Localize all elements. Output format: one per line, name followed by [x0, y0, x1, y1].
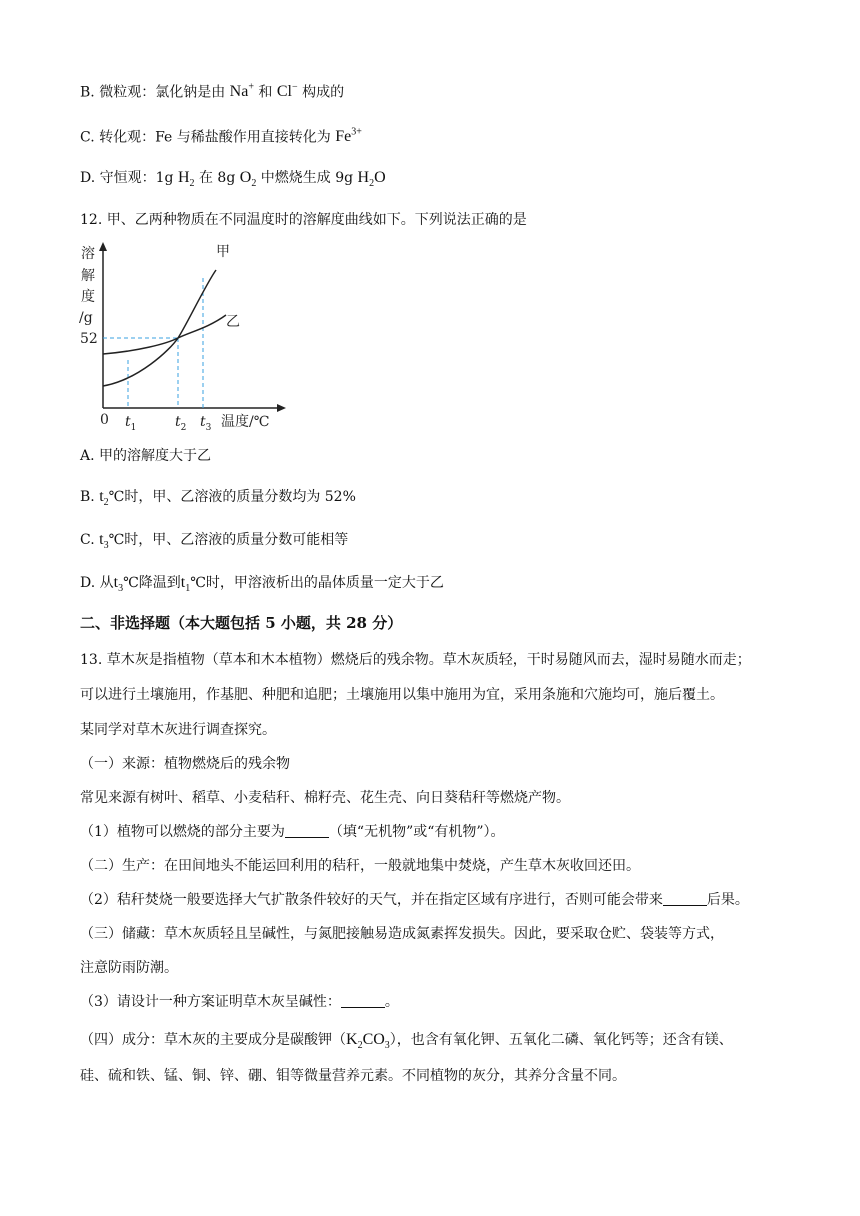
formula-text: Fe — [335, 128, 352, 146]
formula-sup: − — [291, 82, 298, 93]
x-axis-arrow — [277, 404, 286, 412]
tick-letter: t — [125, 414, 131, 430]
q13-section-3: （三）储藏：草木灰质轻且呈碱性，与氮肥接触易造成氮素挥发损失。因此，要采取仓贮、袋装等方式， — [80, 926, 724, 942]
formula-sub: 3 — [118, 583, 124, 595]
section-2-heading: 二、非选择题（本大题包括 5 小题，共 28 分） — [80, 614, 403, 632]
option-text: C. 转化观：Fe 与稀盐酸作用直接转化为 — [80, 129, 331, 146]
formula-sub: 2 — [189, 178, 195, 190]
x-tick-t3 — [200, 414, 212, 433]
formula-text: t — [113, 574, 119, 591]
option-c-transformation — [80, 123, 362, 147]
answer-blank[interactable] — [663, 891, 707, 906]
option-d-conservation — [80, 168, 386, 194]
formula-fe — [335, 128, 362, 145]
option-text: ℃时，甲、乙溶液的质量分数可能相等 — [108, 532, 349, 548]
formula-text: Cl — [276, 83, 292, 101]
q13-question-3 — [80, 992, 399, 1012]
q12-option-c — [80, 530, 348, 556]
formula-text: t — [180, 574, 186, 591]
solubility-chart — [78, 240, 298, 436]
y-axis-label-char: /g — [79, 310, 93, 326]
formula-h2 — [177, 169, 195, 190]
origin-label: 0 — [100, 412, 109, 428]
option-text: ℃时，甲、乙溶液的质量分数均为 52% — [108, 489, 356, 505]
formula-sub: 2 — [103, 497, 109, 509]
formula-sup: 3+ — [351, 127, 362, 138]
q13-section-4-cont: 硅、硫和铁、锰、铜、锌、硼、钼等微量营养元素。不同植物的灰分，其养分含量不同。 — [80, 1068, 626, 1084]
question-text: （2）秸秆焚烧一般要选择大气扩散条件较好的天气，并在指定区域有序进行，否则可能会带来 — [80, 892, 663, 908]
y-axis-label-char: 度 — [81, 289, 95, 305]
option-text: D. 从 — [80, 575, 114, 591]
section-text: ），也含有氧化钾、五氧化二磷、氧化钙等；还含有镁、 — [389, 1032, 733, 1048]
y-tick-label: 52 — [80, 331, 98, 347]
formula-sub: 1 — [185, 583, 191, 595]
question-text: （1）植物可以燃烧的部分主要为 — [80, 824, 285, 840]
x-axis-label: 温度/℃ — [221, 414, 270, 430]
formula-text: H — [177, 169, 190, 186]
formula-text: t — [99, 531, 104, 548]
series-yi-label: 乙 — [226, 314, 240, 330]
question-text: 。 — [384, 994, 399, 1010]
formula-sub: 3 — [384, 1040, 390, 1052]
temp-t3 — [113, 574, 124, 595]
section-text: （四）成分：草木灰的主要成分是碳酸钾（ — [80, 1032, 346, 1048]
option-text: D. 守恒观：1g — [80, 170, 174, 186]
option-text: 在 8g — [198, 170, 236, 186]
temp-t1 — [180, 574, 191, 595]
option-b-microscopic — [80, 78, 344, 102]
tick-letter: t — [200, 414, 206, 430]
formula-sup: + — [248, 82, 254, 93]
formula-sub: 2 — [369, 178, 375, 190]
series-yi-curve — [103, 315, 226, 354]
temp-t3 — [99, 531, 109, 552]
formula-text: O — [239, 169, 252, 186]
question-text: （3）请设计一种方案证明草木灰呈碱性： — [80, 994, 341, 1010]
q13-section-1-body: 常见来源有树叶、稻草、小麦秸秆、棉籽壳、花生壳、向日葵秸秆等燃烧产物。 — [80, 790, 570, 806]
formula-na — [230, 83, 254, 100]
tick-sub: 2 — [180, 423, 187, 433]
tick-sub: 1 — [130, 423, 137, 433]
formula-text: O — [374, 169, 386, 186]
formula-sub: 2 — [251, 178, 257, 190]
y-axis-label-char: 解 — [81, 268, 95, 284]
q12-option-b — [80, 487, 356, 513]
option-text: 中燃烧生成 9g — [260, 170, 354, 186]
y-axis-label-char: 溶 — [81, 246, 95, 262]
q13-section-3-cont: 注意防雨防潮。 — [80, 960, 178, 976]
option-text: ℃降温到 — [123, 575, 181, 591]
formula-sub: 3 — [103, 540, 109, 552]
q13-section-1: （一）来源：植物燃烧后的残余物 — [80, 756, 290, 772]
q12-option-a: A. 甲的溶解度大于乙 — [80, 448, 212, 464]
option-text: 和 — [258, 84, 273, 101]
q13-paragraph-3: 某同学对草木灰进行调查探究。 — [80, 722, 276, 738]
formula-text: Na — [229, 83, 249, 101]
option-text: B. — [80, 489, 95, 505]
q13-question-2 — [80, 890, 749, 910]
formula-o2 — [239, 169, 257, 190]
q12-option-d — [80, 573, 444, 599]
q13-paragraph-1: 13. 草木灰是指植物（草本和木本植物）燃烧后的残余物。草木灰质轻，干时易随风而去，湿时易随水而走； — [80, 652, 751, 668]
answer-blank[interactable] — [341, 993, 385, 1008]
option-text: ℃时，甲溶液析出的晶体质量一定大于乙 — [190, 575, 444, 591]
option-text: B. 微粒观：氯化钠是由 — [80, 84, 226, 101]
tick-letter: t — [175, 414, 181, 430]
q13-section-4 — [80, 1030, 733, 1056]
q13-paragraph-2: 可以进行土壤施用，作基肥、种肥和追肥；土壤施用以集中施用为宜，采用条施和穴施均可，施后覆土。 — [80, 687, 724, 703]
question-text: （填“无机物”或“有机物”）。 — [328, 824, 505, 840]
formula-text: H — [357, 169, 370, 186]
formula-cl — [277, 83, 298, 100]
x-tick-t1 — [125, 414, 136, 433]
question-text: 后果。 — [706, 892, 749, 908]
q13-section-2: （二）生产：在田间地头不能运回利用的秸秆，一般就地集中焚烧，产生草木灰收回还田。 — [80, 858, 640, 874]
q13-question-1 — [80, 822, 505, 842]
question-12-stem: 12. 甲、乙两种物质在不同温度时的溶解度曲线如下。下列说法正确的是 — [80, 212, 527, 228]
formula-h2o — [357, 169, 386, 190]
series-jia-label: 甲 — [216, 244, 230, 260]
x-tick-t2 — [175, 414, 186, 433]
y-axis-arrow — [99, 242, 107, 251]
temp-t2 — [99, 488, 109, 509]
formula-text: t — [99, 488, 104, 505]
formula-k2co3 — [346, 1031, 390, 1052]
formula-text: CO — [362, 1031, 385, 1048]
formula-text: K — [346, 1031, 358, 1048]
option-text: 构成的 — [302, 84, 345, 101]
series-jia-curve — [103, 270, 216, 386]
formula-sub: 2 — [357, 1040, 363, 1052]
tick-sub: 3 — [205, 423, 212, 433]
option-text: C. — [80, 532, 95, 548]
answer-blank[interactable] — [285, 823, 329, 838]
